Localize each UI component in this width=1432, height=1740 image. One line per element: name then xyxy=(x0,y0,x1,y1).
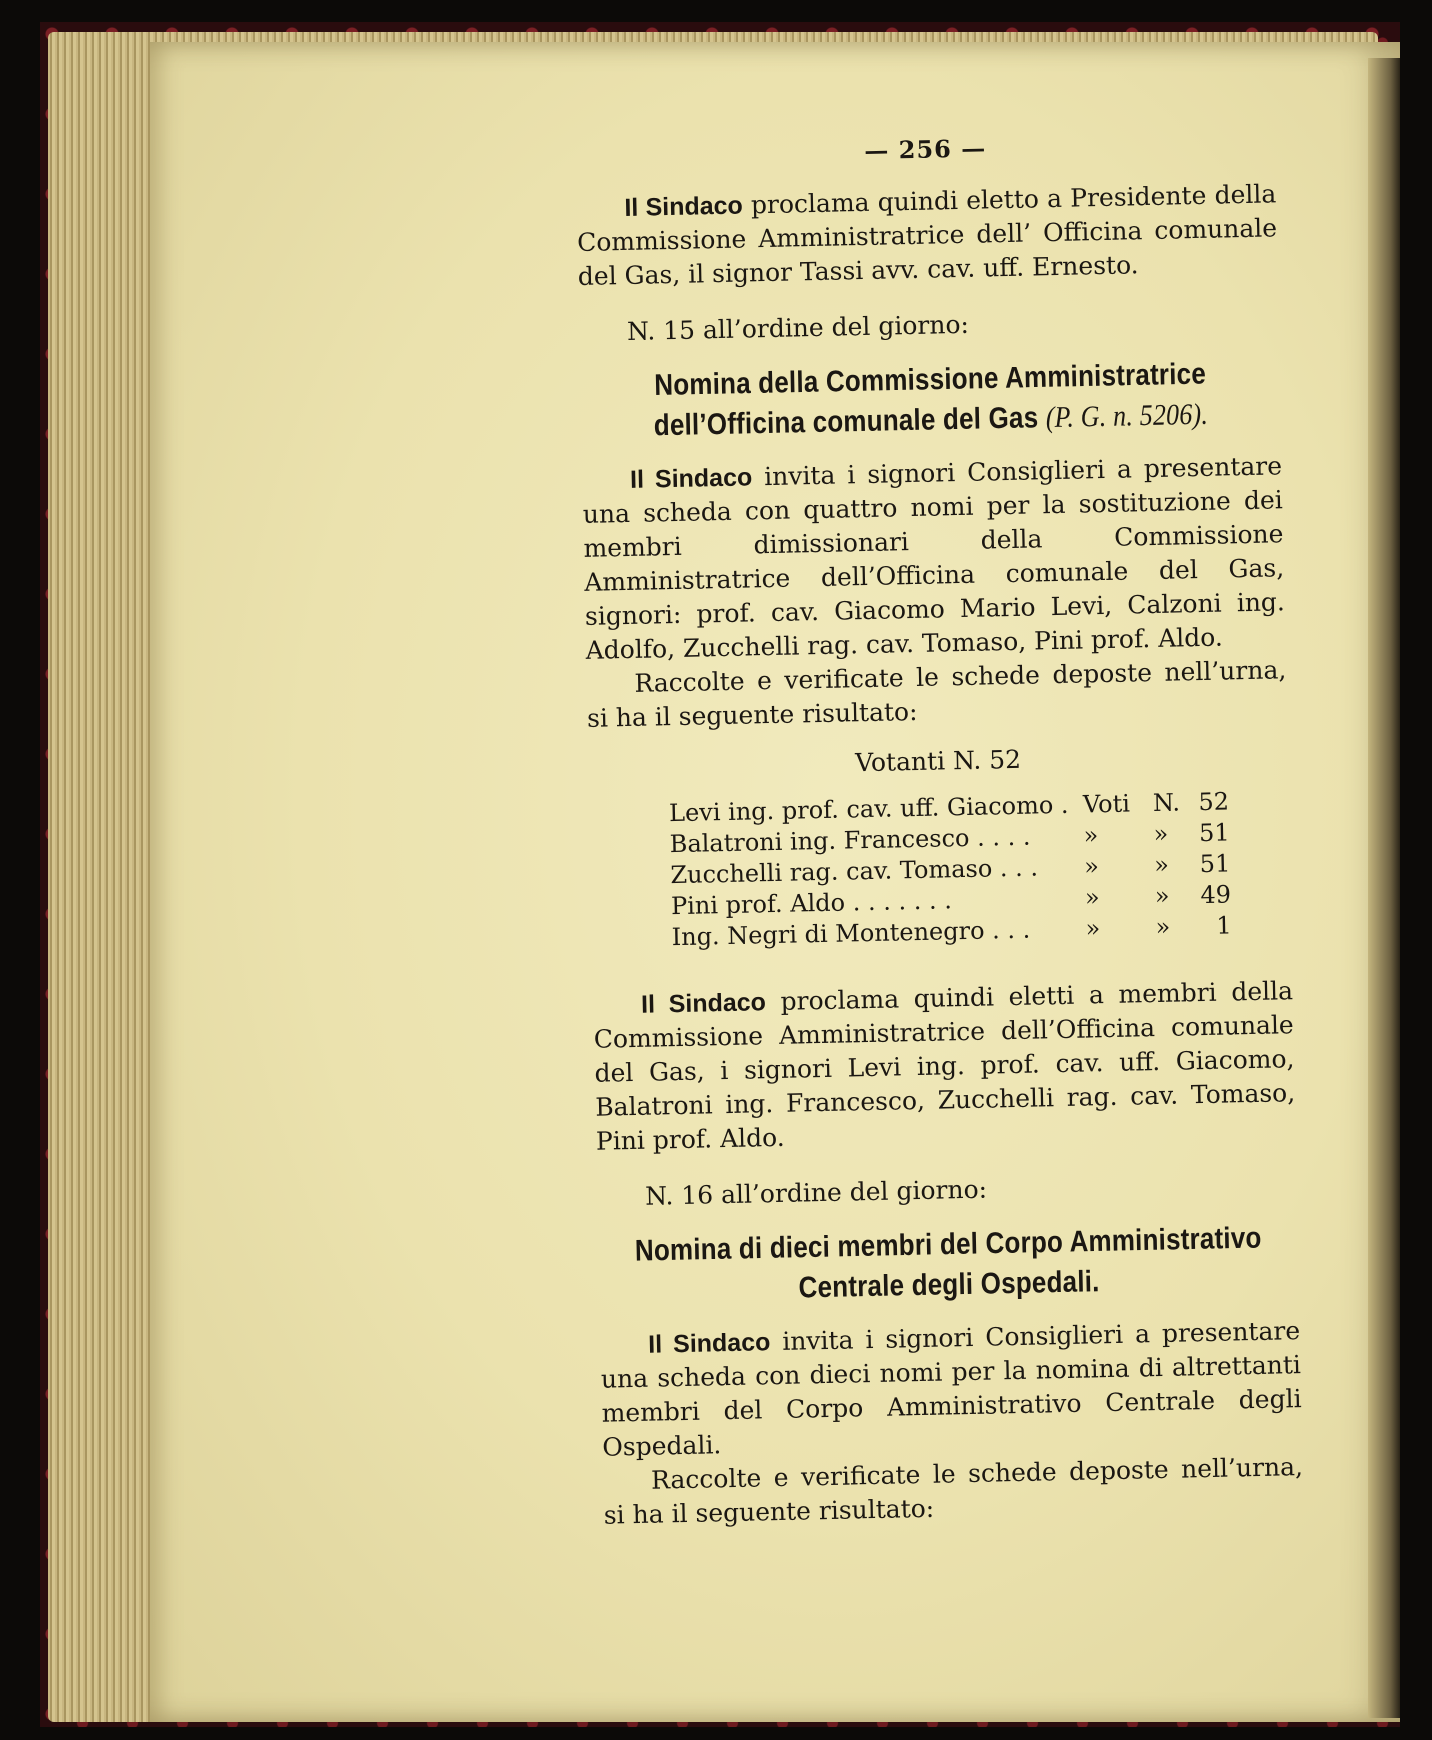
vote-count: 51 xyxy=(1198,818,1230,848)
number-label: N. xyxy=(1152,788,1181,818)
section-heading-gas-commission xyxy=(580,352,1282,447)
vote-count: 1 xyxy=(1216,911,1232,940)
heading-title: Nomina della Commissione Amministratrice dell’Officina comunale del Gas xyxy=(653,355,1207,443)
agenda-item-16: N. 16 all’ordine del giorno: xyxy=(644,1174,988,1211)
paragraph-text: invita i signori Consiglieri a presentare una scheda con quattro nomi per la sostituzione dei membri dimissionari della Commissione Amministratrice dell’Officina comunale del Gas, signori: prof. cav. Giacomo Mario Levi, Calzoni ing. Adolfo, Zucchelli rag. cav. Tomaso, Pini prof. Aldo. xyxy=(582,451,1286,665)
paragraph-text: proclama quindi eletto a Presidente della Commissione Amministratrice dell’ Officina comunale del Gas, il signor Tassi avv. cav. uff. Ernesto. xyxy=(576,179,1278,291)
vote-count: 52 xyxy=(1198,787,1230,817)
ditto-mark: » xyxy=(1155,912,1171,942)
paragraph-text: proclama quindi eletti a membri della Commissione Amministratrice dell’Officina comunale del Gas, i signori Levi ing. prof. cav. uff. Giacomo, Balatroni ing. Francesco, Zucchelli rag. cav. Tomaso, Pini prof. Aldo. xyxy=(593,976,1296,1156)
paragraph-invitation-hospitals xyxy=(600,1314,1303,1465)
ditto-mark: » xyxy=(1083,821,1099,850)
paragraph-ballot-result: Raccolte e verificate le schede deposte nell’urna, si ha il seguente risultato: xyxy=(586,655,1287,733)
speaker-label: Il Sindaco xyxy=(624,191,744,222)
section-heading-hospitals: Nomina di dieci membri del Corpo Amministrativo Centrale degli Ospedali. xyxy=(634,1219,1262,1305)
candidate-name: Levi ing. prof. cav. uff. Giacomo . xyxy=(668,790,1069,828)
paragraph-ballot-result-2: Raccolte e verificate le schede deposte nell’urna, si ha il seguente risultato: xyxy=(603,1452,1304,1530)
candidate-name: Zucchelli rag. cav. Tomaso . . . xyxy=(670,853,1039,890)
ditto-mark: » xyxy=(1083,852,1100,881)
paragraph-text: invita i signori Consiglieri a presentare una scheda con dieci nomi per la nomina di altrettanti membri del Corpo Amministrativo Centrale degli Ospedali. xyxy=(600,1316,1302,1462)
speaker-label: Il Sindaco xyxy=(640,988,767,1019)
heading-reference: (P. G. n. 5206). xyxy=(1045,397,1209,434)
speaker-label: Il Sindaco xyxy=(629,463,753,494)
paragraph-invitation-gas xyxy=(582,449,1286,668)
ditto-mark: » xyxy=(1153,819,1169,849)
ditto-mark: » xyxy=(1153,850,1170,880)
ditto-mark: » xyxy=(1084,883,1100,912)
ditto-mark: » xyxy=(1154,881,1170,911)
candidate-name: Ing. Negri di Montenegro . . . xyxy=(671,915,1031,952)
paragraph-proclamation-president xyxy=(576,177,1278,294)
speaker-label: Il Sindaco xyxy=(647,1328,771,1359)
votanti-count: Votanti N. 52 xyxy=(854,744,1022,778)
candidate-name: Pini prof. Aldo . . . . . . . xyxy=(670,886,953,921)
vote-count: 49 xyxy=(1200,880,1232,910)
page-content xyxy=(575,125,1304,1532)
agenda-item-15: N. 15 all’ordine del giorno: xyxy=(626,309,970,346)
vote-results-table xyxy=(669,786,1232,953)
candidate-name: Balatroni ing. Francesco . . . . xyxy=(669,822,1031,859)
paragraph-proclamation-members xyxy=(593,974,1296,1159)
ditto-mark: » xyxy=(1085,914,1101,943)
page-gutter xyxy=(1368,58,1400,1718)
page-number: — 256 — xyxy=(864,133,987,165)
vote-count: 51 xyxy=(1199,849,1231,879)
votes-label: Voti xyxy=(1082,789,1131,819)
